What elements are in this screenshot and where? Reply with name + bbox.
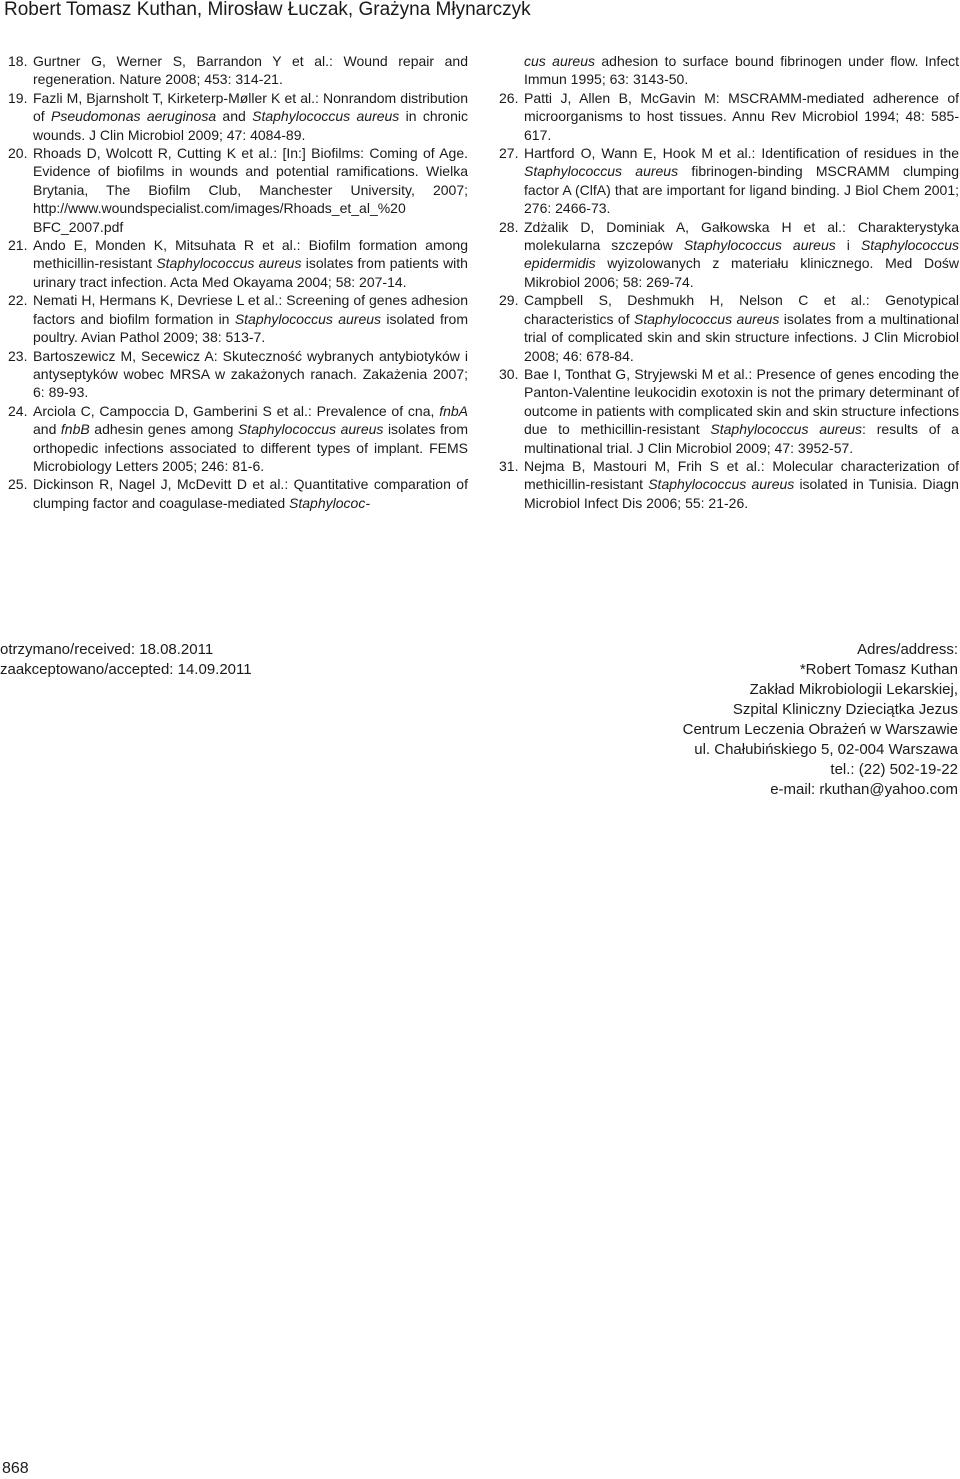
reference-text: adhesion to surface bound fibrinogen under flow. Infect Immun 1995; 63: 3143-50. bbox=[524, 53, 959, 88]
italic-term: Staphylococ- bbox=[289, 494, 370, 511]
address-line: e-mail: rkuthan@yahoo.com bbox=[770, 781, 958, 798]
reference-number: 18. bbox=[8, 53, 28, 69]
reference-item bbox=[8, 89, 468, 144]
reference-text: Dickinson R, Nagel J, McDevitt D et al.: Quantitative comparation of clumping factor and coagulase-mediated bbox=[33, 476, 468, 511]
reference-item bbox=[499, 89, 959, 144]
reference-item bbox=[8, 52, 468, 89]
reference-number: 21. bbox=[8, 237, 28, 254]
address-line: *Robert Tomasz Kuthan bbox=[799, 661, 958, 678]
reference-body bbox=[33, 475, 468, 512]
reference-text: Ando E, Monden K, Mitsuhata R et al.: Biofilm formation among methicillin-resistant bbox=[33, 237, 468, 272]
reference-number: 29. bbox=[499, 292, 519, 309]
reference-body bbox=[524, 89, 959, 144]
italic-term: fnbB bbox=[60, 421, 90, 438]
reference-item bbox=[8, 402, 468, 476]
reference-text: Zdżalik D, Dominiak A, Gałkowska H et al.: Charakterystyka molekularna szczepów bbox=[524, 218, 959, 254]
reference-text: and bbox=[33, 421, 61, 438]
reference-text: : results of a multinational trial. J Clin Microbiol 2009; 47: 3952-57. bbox=[524, 421, 959, 456]
reference-number: 26. bbox=[499, 89, 519, 106]
reference-item bbox=[8, 236, 468, 291]
reference-item bbox=[8, 475, 468, 512]
reference-body bbox=[524, 365, 959, 457]
reference-body bbox=[33, 144, 468, 236]
reference-text: Bae I, Tonthat G, Stryjewski M et al.: Presence of genes encoding the Panton-Valentine leukocidin exotoxin is not the primary determinant of outcome in patients with complicated skin and skin structure infections due to methicillin-resistant bbox=[524, 365, 959, 438]
reference-item bbox=[8, 347, 468, 402]
reference-body bbox=[33, 347, 468, 402]
reference-text: Fazli M, Bjarnsholt T, Kirketerp-Møller K et al.: Nonrandom distribution of bbox=[33, 89, 468, 125]
italic-term: Staphylococcus aureus bbox=[156, 255, 302, 272]
address-line: Centrum Leczenia Obrażeń w Warszawie bbox=[682, 721, 958, 738]
reference-text: i bbox=[835, 237, 861, 254]
running-head: Robert Tomasz Kuthan, Mirosław Łuczak, Grażyna Młynarczyk bbox=[4, 0, 531, 20]
reference-body bbox=[524, 457, 959, 512]
reference-text: Patti J, Allen B, McGavin M: MSCRAMM-mediated adherence of microorganisms to host tissues. Annu Rev Microbiol 1994; 48: 585-617. bbox=[524, 89, 959, 143]
reference-text: adhesin genes among bbox=[89, 421, 238, 438]
reference-text: isolates from patients with urinary tract infection. Acta Med Okayama 2004; 58: 207-14. bbox=[33, 255, 468, 290]
italic-term: Staphylococcus aureus bbox=[252, 108, 400, 125]
address-label: Adres/address: bbox=[857, 641, 958, 658]
page-number: 868 bbox=[2, 1460, 29, 1477]
reference-text: isolated from poultry. Avian Pathol 2009; 38: 513-7. bbox=[33, 310, 468, 346]
reference-text: Campbell S, Deshmukh H, Nelson C et al.: Genotypical characteristics of bbox=[524, 292, 959, 327]
reference-number: 19. bbox=[8, 89, 28, 106]
reference-item bbox=[499, 457, 959, 512]
reference-number: 27. bbox=[499, 145, 519, 162]
reference-number: 22. bbox=[8, 292, 28, 309]
reference-item bbox=[499, 144, 959, 218]
reference-text: Bartoszewicz M, Secewicz A: Skuteczność wybranych antybiotyków i antyseptyków wobec MRSA w zakażonych ranach. Zakażenia 2007; 6: 89-93. bbox=[33, 347, 468, 401]
reference-body bbox=[33, 402, 468, 476]
reference-body bbox=[33, 236, 468, 291]
reference-body bbox=[33, 89, 468, 144]
address-line: tel.: (22) 502-19-22 bbox=[830, 761, 958, 778]
reference-item bbox=[499, 291, 959, 365]
address-block bbox=[458, 640, 958, 800]
reference-number: 28. bbox=[499, 218, 519, 235]
italic-term: Staphylococcus aureus bbox=[634, 310, 780, 327]
italic-term: Staphylococcus aureus bbox=[710, 421, 863, 438]
reference-number: 25. bbox=[8, 476, 28, 493]
italic-term: Pseudomonas aeruginosa bbox=[51, 108, 217, 125]
address-line: Szpital Kliniczny Dzieciątka Jezus bbox=[732, 701, 958, 718]
reference-text: Rhoads D, Wolcott R, Cutting K et al.: [In:] Biofilms: Coming of Age. Evidence of biofilms in wounds and potential ramifications. Wielka Brytania, The Biofilm Club, Manchester University, 2007; http://www.woundspecialist.com/images/Rhoads_et_al_%20 BFC_2007.pdf bbox=[33, 145, 468, 235]
reference-text: Hartford O, Wann E, Hook M et al.: Identification of residues in the bbox=[524, 145, 959, 162]
reference-body bbox=[524, 291, 959, 365]
italic-term: fnbA bbox=[439, 402, 468, 419]
reference-number: 20. bbox=[8, 145, 28, 162]
reference-body bbox=[33, 291, 468, 346]
italic-term: Staphylococcus epidermidis bbox=[524, 237, 959, 272]
italic-term: Staphylococcus aureus bbox=[234, 310, 382, 327]
reference-text: Nemati H, Hermans K, Devriese L et al.: Screening of genes adhesion factors and biofilm formation in bbox=[33, 292, 468, 327]
reference-item bbox=[499, 365, 959, 457]
reference-number: 23. bbox=[8, 347, 28, 364]
reference-body bbox=[524, 218, 959, 292]
reference-text: fibrinogen-binding MSCRAMM clumping factor A (ClfA) that are important for ligand binding. J Biol Chem 2001; 276: 2466-73. bbox=[524, 163, 959, 217]
italic-term: Staphylococcus aureus bbox=[524, 163, 679, 180]
reference-number: 30. bbox=[499, 365, 519, 382]
reference-text: isolates from orthopedic infections associated to different types of implant. FEMS Microbiology Letters 2005; 246: 81-6. bbox=[33, 421, 468, 474]
reference-text: and bbox=[216, 108, 253, 125]
reference-item bbox=[8, 291, 468, 346]
reference-column-right bbox=[499, 52, 959, 512]
reference-body bbox=[33, 52, 468, 89]
italic-term: cus aureus bbox=[524, 53, 595, 69]
reference-number: 31. bbox=[499, 457, 519, 474]
reference-item bbox=[499, 218, 959, 292]
received-date: otrzymano/received: 18.08.2011 bbox=[0, 641, 214, 658]
reference-number: 24. bbox=[8, 402, 28, 419]
reference-continuation bbox=[499, 52, 959, 89]
italic-term: Staphylococcus aureus bbox=[648, 476, 795, 493]
reference-text: Arciola C, Campoccia D, Gamberini S et al.: Prevalence of cna, bbox=[33, 402, 440, 419]
address-line: ul. Chałubińskiego 5, 02-004 Warszawa bbox=[694, 741, 958, 758]
reference-text: in chronic wounds. J Clin Microbiol 2009; 47: 4084-89. bbox=[33, 108, 468, 143]
reference-text: wyizolowanych z materiału klinicznego. Med Dośw Mikrobiol 2006; 58: 269-74. bbox=[524, 255, 959, 290]
dates-block bbox=[0, 640, 252, 680]
reference-text: isolated in Tunisia. Diagn Microbiol Infect Dis 2006; 55: 21-26. bbox=[524, 476, 959, 511]
italic-term: Staphylococcus aureus bbox=[683, 237, 836, 254]
reference-column-left bbox=[8, 52, 468, 512]
reference-body bbox=[524, 144, 959, 218]
accepted-date: zaakceptowano/accepted: 14.09.2011 bbox=[0, 661, 252, 678]
italic-term: Staphylococcus aureus bbox=[237, 421, 384, 438]
reference-text: Nejma B, Mastouri M, Frih S et al.: Molecular characterization of methicillin-resistant bbox=[524, 457, 959, 493]
address-line: Zakład Mikrobiologii Lekarskiej, bbox=[749, 681, 958, 698]
reference-text: isolates from a multinational trial of complicated skin and skin structure infections. J Clin Microbiol 2008; 46: 678-84. bbox=[524, 310, 959, 364]
reference-text: Gurtner G, Werner S, Barrandon Y et al.: Wound repair and regeneration. Nature 2008; 453: 314-21. bbox=[33, 53, 468, 88]
reference-item bbox=[8, 144, 468, 236]
